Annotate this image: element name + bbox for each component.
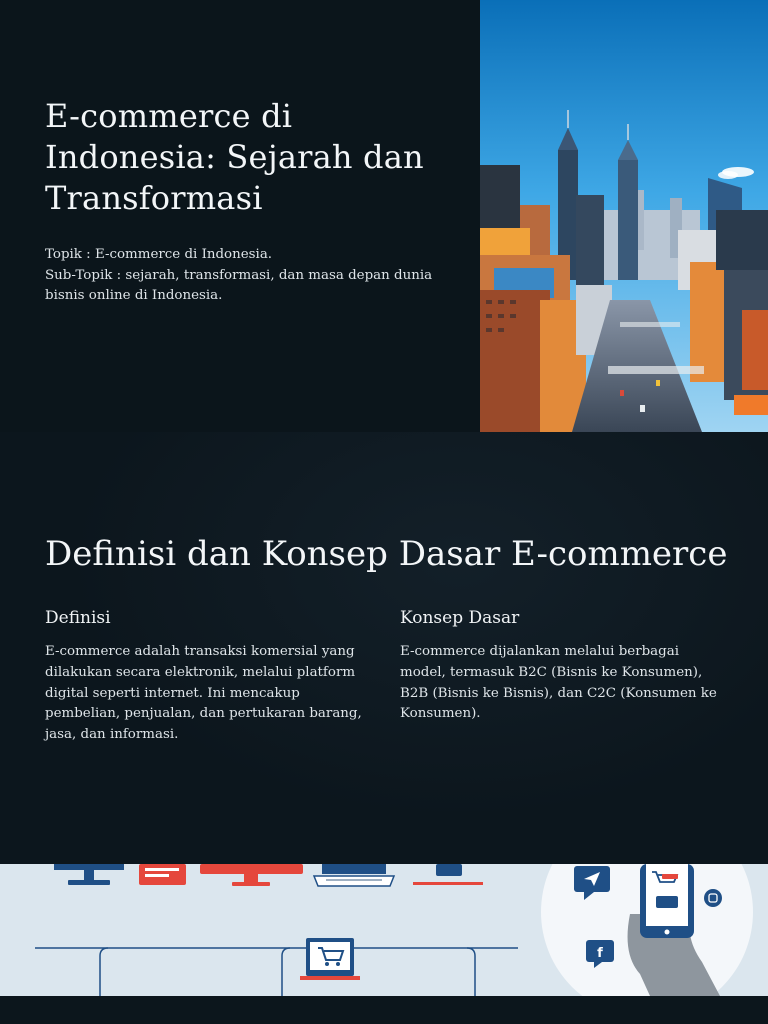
- shopping-cart-icon: [300, 938, 360, 980]
- title-slide-text: [45, 96, 455, 307]
- definition-slide: [0, 432, 768, 864]
- definition-text: E-commerce adalah transaksi komersial yang dilakukan secara elektronik, melalui platform digital seperti internet. Ini mencakup pembelian, penjualan, dan pertukaran barang, jasa, dan informasi.: [45, 644, 362, 743]
- slide-subtitle: [45, 245, 455, 307]
- title-slide: [0, 0, 768, 432]
- slide-title: Definisi dan Konsep Dasar E-commerce: [45, 534, 728, 574]
- subtopic-line: Sub-Topik : sejarah, transformasi, dan masa depan dunia bisnis online di Indonesia.: [45, 267, 433, 303]
- monitor-icon: [200, 864, 303, 886]
- instagram-icon: [704, 889, 722, 907]
- ecommerce-illustration: [0, 864, 768, 996]
- concept-text: E-commerce dijalankan melalui berbagai model, termasuk B2C (Bisnis ke Konsumen), B2B (Bisnis ke Bisnis), dan C2C (Konsumen ke Konsumen).: [400, 644, 717, 722]
- topic-line: Topik : E-commerce di Indonesia.: [45, 247, 273, 262]
- phone-icon: [413, 864, 483, 885]
- city-skyline-image: [480, 0, 768, 432]
- definition-heading: Definisi: [45, 608, 111, 628]
- concept-column: [400, 608, 718, 725]
- slide-title: E-commerce di Indonesia: Sejarah dan Transformasi: [45, 97, 424, 217]
- smartphone-icon: [640, 864, 694, 938]
- laptop-icon: [314, 864, 394, 886]
- definition-column: [45, 608, 363, 746]
- tablet-icon: [139, 864, 186, 885]
- desktop-icon: [54, 864, 124, 885]
- connection-lines: [35, 948, 518, 996]
- facebook-glyph: f: [597, 946, 603, 961]
- concept-heading: Konsep Dasar: [400, 608, 520, 628]
- bottom-strip: [0, 996, 768, 1024]
